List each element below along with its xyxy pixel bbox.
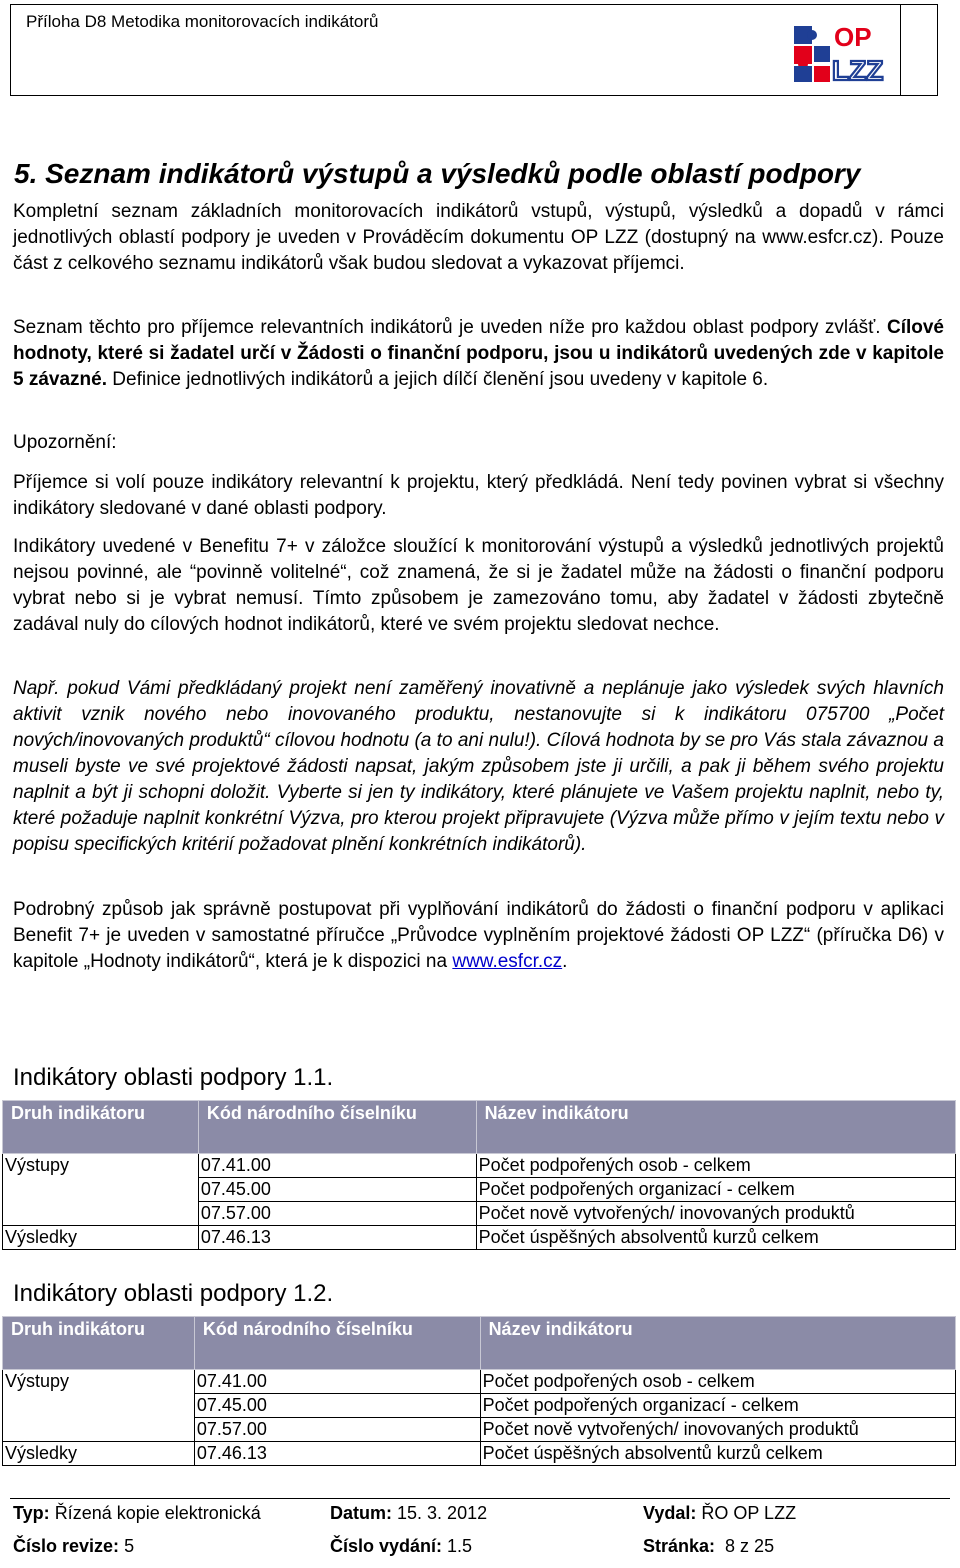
binding-targets-text: Cílové hodnoty, které si žadatel určí v Žádosti o finanční podporu, jsou u indikátorů uvedených zde v kapitole 5 závazné. <box>13 317 944 390</box>
cell-code: 07.45.00 <box>198 1178 476 1202</box>
table-row <box>3 1394 956 1418</box>
cell-name: Počet nově vytvořených/ inovovaných produktů <box>480 1418 955 1442</box>
footer-issued <box>643 1503 796 1524</box>
footer-type-value: Řízená kopie elektronická <box>54 1503 261 1523</box>
indicator-table-1-2 <box>2 1316 956 1466</box>
column-header-type: Druh indikátoru <box>3 1101 199 1154</box>
cell-code: 07.45.00 <box>194 1394 480 1418</box>
cell-name: Počet podpořených osob - celkem <box>480 1370 955 1394</box>
cell-code: 07.41.00 <box>198 1154 476 1178</box>
footer-edition <box>330 1536 472 1557</box>
cell-name: Počet podpořených organizací - celkem <box>476 1178 955 1202</box>
guide-paragraph <box>13 897 944 975</box>
cell-code: 07.46.13 <box>194 1442 480 1466</box>
header-divider <box>900 4 901 96</box>
table-row <box>3 1418 956 1442</box>
column-header-type: Druh indikátoru <box>3 1317 195 1370</box>
footer-type-label: Typ: <box>13 1503 50 1523</box>
footer-type <box>13 1503 261 1524</box>
definitions-text: Definice jednotlivých indikátorů a jejich dílčí členění jsou uvedeny v kapitole 6. <box>107 369 769 390</box>
column-header-code: Kód národního číselníku <box>194 1317 480 1370</box>
footer-date-value: 15. 3. 2012 <box>397 1503 488 1523</box>
footer-page-label: Stránka: <box>643 1536 716 1556</box>
cell-code: 07.41.00 <box>194 1370 480 1394</box>
table-header-row <box>3 1101 956 1154</box>
cell-type: Výsledky <box>3 1226 199 1250</box>
cell-type: Výstupy <box>3 1154 199 1178</box>
cell-name: Počet podpořených osob - celkem <box>476 1154 955 1178</box>
table-header-row <box>3 1317 956 1370</box>
cell-code: 07.57.00 <box>198 1202 476 1226</box>
intro-paragraph: Kompletní seznam základních monitorovacích indikátorů vstupů, výstupů, výsledků a dopadů v rámci jednotlivých oblastí podpory je uveden v Prováděcím dokumentu OP LZZ (dostupný na www.esfcr.cz). Pouze část z celkového seznamu indikátorů však budou sledovat a vykazovat příjemci. <box>13 201 944 274</box>
cell-type: Výstupy <box>3 1370 195 1394</box>
esfcr-link[interactable]: www.esfcr.cz <box>452 951 563 972</box>
cell-type <box>3 1178 199 1202</box>
guide-end: . <box>562 951 568 972</box>
footer-page <box>643 1536 774 1557</box>
op-lzz-logo <box>788 14 900 94</box>
footer-page-value: 8 z 25 <box>725 1536 775 1556</box>
cell-name: Počet nově vytvořených/ inovovaných produktů <box>476 1202 955 1226</box>
table-row <box>3 1178 956 1202</box>
cell-name: Počet podpořených organizací - celkem <box>480 1394 955 1418</box>
column-header-code: Kód národního číselníku <box>198 1101 476 1154</box>
cell-code: 07.46.13 <box>198 1226 476 1250</box>
column-header-name: Název indikátoru <box>480 1317 955 1370</box>
relevance-text: Seznam těchto pro příjemce relevantních indikátorů je uveden níže pro každou oblast podpory zvlášť. <box>13 317 887 338</box>
table-row <box>3 1202 956 1226</box>
table-row <box>3 1226 956 1250</box>
footer-date-label: Datum: <box>330 1503 392 1523</box>
warning-label: Upozornění: <box>13 432 117 453</box>
indicator-table-1-1 <box>2 1100 956 1250</box>
header-title: Příloha D8 Metodika monitorovacích indikátorů <box>26 12 379 31</box>
footer-date <box>330 1503 487 1524</box>
choice-paragraph: Příjemce si volí pouze indikátory relevantní k projektu, který předkládá. Není tedy povinen vybrat si všechny indikátory sledované v dané oblasti podpory. <box>13 472 944 519</box>
footer-edition-label: Číslo vydání: <box>330 1536 443 1556</box>
guide-text: Podrobný způsob jak správně postupovat při vyplňování indikátorů do žádosti o finanční podporu v aplikaci Benefit 7+ je uveden v samostatné příručce „Průvodce vyplněním projektové žádosti OP LZZ“ (příručka D6) v kapitole „Hodnoty indikátorů“, která je k dispozici na <box>13 899 944 972</box>
svg-text:LZZ: LZZ <box>832 55 884 86</box>
cell-type <box>3 1202 199 1226</box>
benefit-paragraph: Indikátory uvedené v Benefitu 7+ v záložce sloužící k monitorování výstupů a výsledků jednotlivých projektů nejsou povinné, ale “povinně volitelné“, což znamená, že si je žadatel může na žádosti o finanční podporu vybrat nebo si je vybrat nemusí. Tímto způsobem je zamezováno tomu, aby žadatel v žádosti zbytečně zadával nuly do cílových hodnot indikátorů, které ve svém projektu sledovat nechce. <box>13 536 944 635</box>
footer-revision <box>13 1536 134 1557</box>
cell-type: Výsledky <box>3 1442 195 1466</box>
cell-name: Počet úspěšných absolventů kurzů celkem <box>480 1442 955 1466</box>
column-header-name: Název indikátoru <box>476 1101 955 1154</box>
footer-edition-value: 1.5 <box>447 1536 473 1556</box>
example-paragraph: Např. pokud Vámi předkládaný projekt není zaměřený inovativně a neplánuje jako výsledek svých hlavních aktivit vznik nového nebo inovovaného produktu, nestanovujte si k indikátoru 075700 „Počet nových/inovovaných produktů“ cílovou hodnotu (a to ani nulu!). Cílová hodnota by se pro Vás stala závaznou a museli byste ve své projektové žádosti napsat, jakým způsobem jste ji určili, a pak ji během svého projektu naplnit a být ji schopni doložit. Vyberte si jen ty indikátory, které plánujete ve Vašem projektu naplnit, nebo ty, které požaduje naplnit konkrétní Výzva, pro kterou projekt připravujete (Výzva může přímo v jejím textu nebo v popisu specifických kritérií požadovat plnění konkrétních indikátorů). <box>13 678 944 855</box>
footer-issued-label: Vydal: <box>643 1503 697 1523</box>
footer-issued-value: ŘO OP LZZ <box>701 1503 797 1523</box>
footer-revision-value: 5 <box>124 1536 135 1556</box>
footer-revision-label: Číslo revize: <box>13 1536 120 1556</box>
table-row <box>3 1370 956 1394</box>
table-row <box>3 1442 956 1466</box>
table-heading-1-2: Indikátory oblasti podpory 1.2. <box>13 1280 334 1307</box>
section-heading: 5. Seznam indikátorů výstupů a výsledků podle oblastí podpory <box>14 158 861 189</box>
relevance-paragraph <box>13 315 944 393</box>
table-row <box>3 1154 956 1178</box>
cell-type <box>3 1394 195 1418</box>
cell-code: 07.57.00 <box>194 1418 480 1442</box>
table-heading-1-1: Indikátory oblasti podpory 1.1. <box>13 1064 334 1091</box>
footer-divider <box>10 1498 950 1499</box>
cell-type <box>3 1418 195 1442</box>
svg-text:OP: OP <box>834 22 872 52</box>
cell-name: Počet úspěšných absolventů kurzů celkem <box>476 1226 955 1250</box>
